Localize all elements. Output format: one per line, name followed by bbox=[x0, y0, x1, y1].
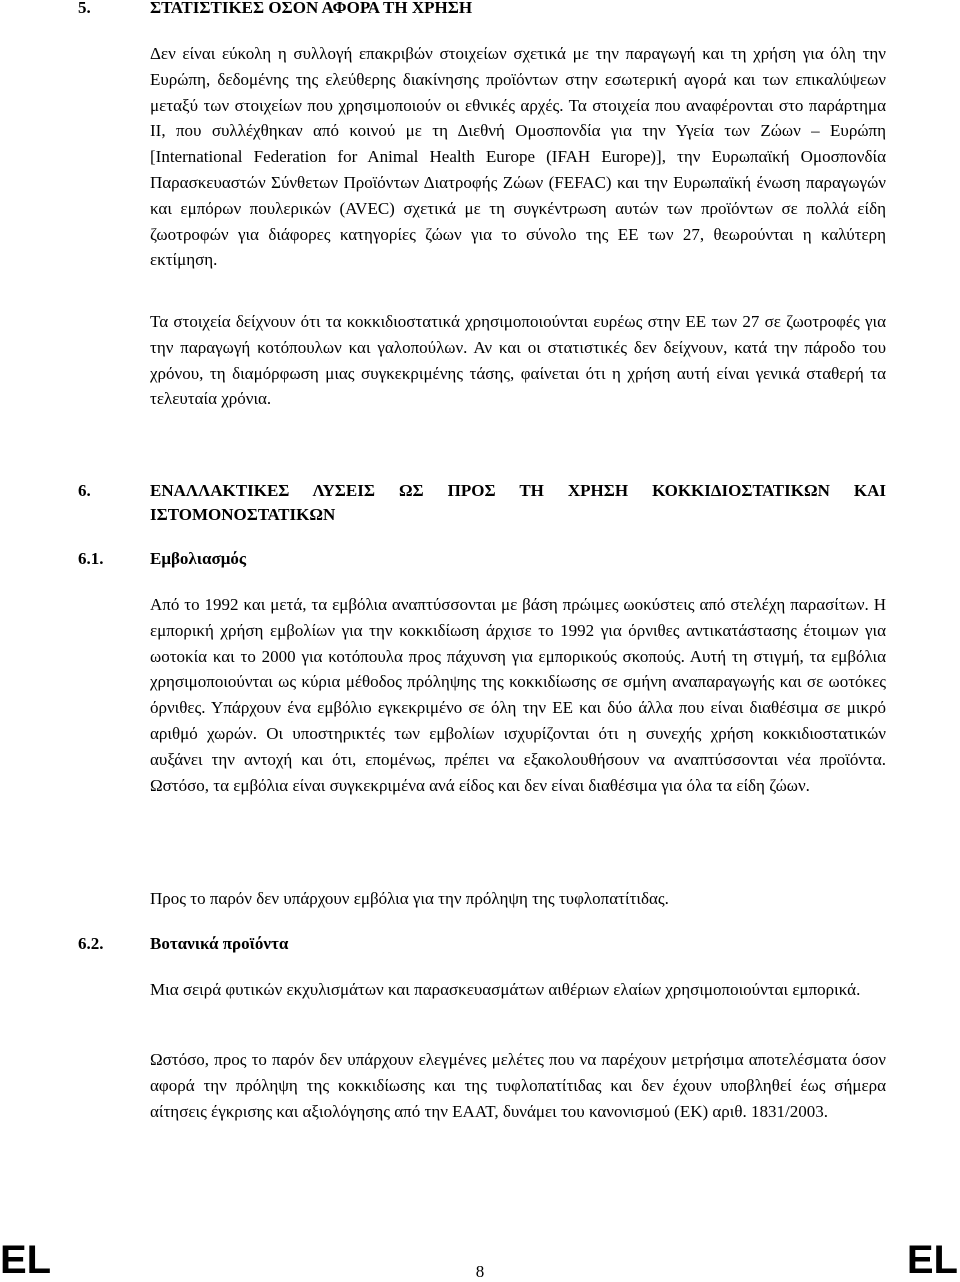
section-title: Εμβολιασμός bbox=[150, 549, 247, 568]
section-number: 6.1. bbox=[78, 549, 104, 568]
paragraph: Τα στοιχεία δείχνουν ότι τα κοκκιδιοστατικά χρησιμοποιούνται ευρέως στην ΕΕ των 27 σε ζωοτροφές για την παραγωγή κοτόπουλων και γαλοπούλων. Αν και οι στατιστικές δεν δείχνουν, κατά την πάροδο του χρόνου, τη διαμόρφωση μιας συγκεκριμένης τάσης, φαίνεται ότι η χρήση αυτή είναι γενικά σταθερή τα τελευταία χρόνια. bbox=[150, 312, 886, 409]
footer-language-right: EL bbox=[906, 1238, 958, 1282]
section-number: 6.2. bbox=[78, 934, 104, 953]
paragraph: Δεν είναι εύκολη η συλλογή επακριβών στοιχείων σχετικά με την παραγωγή και τη χρήση για όλη την Ευρώπη, δεδομένης της ελεύθερης διακίνησης προϊόντων στην εσωτερική αγορά και των επικαλύψεων μεταξύ των στοιχείων που χρησιμοποιούν οι εθνικές αρχές. Τα στοιχεία που αναφέρονται στο παράρτημα II, που συλλέχθηκαν από κοινού με τη Διεθνή Ομοσπονδία για την Υγεία των Ζώων – Ευρώπη [International Federation for Animal Health Europe (IFAH Europe)], την Ευρωπαϊκή Ομοσπονδία Παρασκευαστών Σύνθετων Προϊόντων Διατροφής Ζώων (FEFAC) και την Ευρωπαϊκή ένωση παραγωγών και εμπόρων πουλερικών (AVEC) σχετικά με τη συγκέντρωση αυτών των προϊόντων σε πολλά είδη ζωοτροφών για διάφορες κατηγορίες ζώων για το σύνολο της ΕΕ των 27, θεωρούνται η καλύτερη εκτίμηση. bbox=[150, 44, 886, 270]
section-title: ΣΤΑΤΙΣΤΙΚΕΣ ΟΣΟΝ ΑΦΟΡΑ ΤΗ ΧΡΗΣΗ bbox=[150, 0, 473, 17]
section-number: 5. bbox=[78, 0, 91, 17]
page-number: 8 bbox=[475, 1262, 485, 1281]
section-6-heading bbox=[78, 479, 886, 529]
section-title: Βοτανικά προϊόντα bbox=[150, 934, 289, 953]
section-title-line1: ΕΝΑΛΛΑΚΤΙΚΕΣ ΛΥΣΕΙΣ ΩΣ ΠΡΟΣ ΤΗ ΧΡΗΣΗ ΚΟΚΚΙΔΙΟΣΤΑΤΙΚΩΝ ΚΑΙ bbox=[150, 481, 886, 500]
paragraph: Ωστόσο, προς το παρόν δεν υπάρχουν ελεγμένες μελέτες που να παρέχουν μετρήσιμα αποτελέσματα όσον αφορά την πρόληψη της κοκκιδίωσης και της τυφλοπατίτιδας και δεν έχουν υποβληθεί έως σήμερα αίτησεις έγκρισης και αξιολόγησης από την ΕΑΑΤ, δυνάμει του κανονισμού (ΕΚ) αριθ. 1831/2003. bbox=[150, 1050, 886, 1121]
paragraph: Προς το παρόν δεν υπάρχουν εμβόλια για την πρόληψη της τυφλοπατίτιδας. bbox=[150, 889, 669, 908]
section-number: 6. bbox=[78, 481, 91, 500]
paragraph: Από το 1992 και μετά, τα εμβόλια αναπτύσσονται με βάση πρώιμες ωοκύστεις από στελέχη παρασίτων. Η εμπορική χρήση εμβολίων για την κοκκιδίωση άρχισε το 1992 για όρνιθες αντικατάστασης έτοιμων για ωοτοκία και το 2000 για κοτόπουλα προς πάχυνση για εμπορικούς σκοπούς. Αυτή τη στιγμή, τα εμβόλια χρησιμοποιούνται ως κύρια μέθοδος πρόληψης της κοκκιδίωσης σε σμήνη αναπαραγωγής και σε ωοτόκες όρνιθες. Υπάρχουν ένα εμβόλιο εγκεκριμένο σε όλη την ΕΕ και δύο άλλα που είναι διαθέσιμα σε μικρό αριθμό χωρών. Οι υποστηρικτές των εμβολίων ισχυρίζονται ότι η συνεχής χρήση κοκκιδιοστατικών αυξάνει την αντοχή και ότι, επομένως, πρέπει να εξακολουθήσουν να αναπτύσσονται νέα προϊόντα. Ωστόσο, τα εμβόλια είναι συγκεκριμένα ανά είδος και δεν είναι διαθέσιμα για όλα τα είδη ζώων. bbox=[150, 595, 886, 795]
section-title-line2: ΙΣΤΟΜΟΝΟΣΤΑΤΙΚΩΝ bbox=[150, 505, 336, 524]
footer-language-left: EL bbox=[0, 1238, 52, 1282]
paragraph: Μια σειρά φυτικών εκχυλισμάτων και παρασκευασμάτων αιθέριων ελαίων χρησιμοποιούνται εμπορικά. bbox=[150, 980, 861, 999]
